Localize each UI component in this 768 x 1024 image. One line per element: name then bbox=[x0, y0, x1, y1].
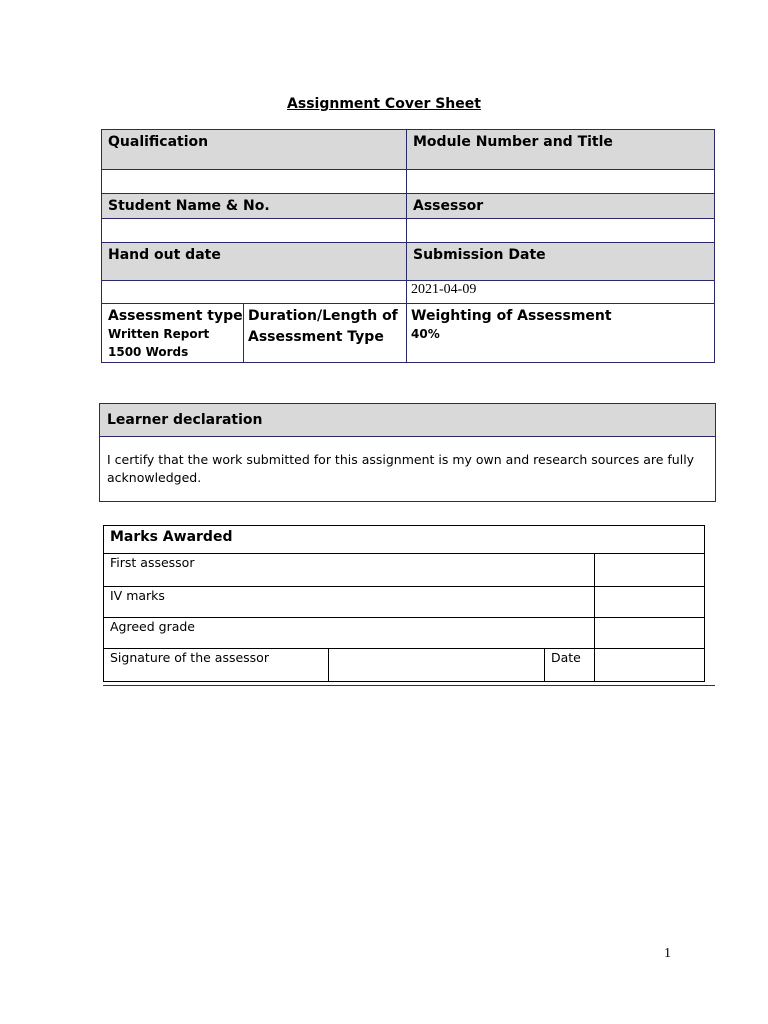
student-header-row bbox=[102, 194, 715, 219]
iv-marks-label-cell bbox=[104, 587, 595, 618]
handout-label: Hand out date bbox=[108, 247, 221, 263]
handout-header-cell bbox=[102, 243, 407, 281]
submission-value-cell[interactable] bbox=[407, 281, 715, 304]
qualification-header-cell bbox=[102, 130, 407, 170]
agreed-grade-value-cell[interactable] bbox=[595, 618, 705, 649]
page-number: 1 bbox=[664, 946, 671, 961]
weighting-value: 40% bbox=[411, 327, 440, 341]
date-label: Date bbox=[551, 650, 581, 665]
declaration-title: Learner declaration bbox=[107, 412, 263, 428]
student-value bbox=[102, 219, 406, 220]
agreed-grade-row bbox=[104, 618, 705, 649]
declaration-header-cell bbox=[100, 404, 716, 437]
qualification-label: Qualification bbox=[108, 134, 209, 150]
module-header-cell bbox=[407, 130, 715, 170]
handout-value bbox=[102, 281, 406, 282]
module-label: Module Number and Title bbox=[413, 134, 613, 150]
signature-label: Signature of the assessor bbox=[110, 650, 269, 665]
duration-label-line2: Assessment Type bbox=[248, 329, 384, 345]
weighting-cell bbox=[407, 304, 715, 363]
submission-header-cell bbox=[407, 243, 715, 281]
signature-row bbox=[104, 649, 705, 682]
assessment-type-line1: Written Report bbox=[108, 327, 210, 341]
declaration-table bbox=[99, 403, 716, 502]
cover-table bbox=[101, 129, 715, 363]
handout-header-row bbox=[102, 243, 715, 281]
module-value-cell[interactable] bbox=[407, 170, 715, 194]
assessment-type-line2: 1500 Words bbox=[108, 345, 189, 359]
iv-marks-row bbox=[104, 587, 705, 618]
first-assessor-label: First assessor bbox=[110, 555, 195, 570]
section-divider bbox=[103, 685, 715, 686]
declaration-header-row bbox=[100, 404, 716, 437]
date-label-cell bbox=[545, 649, 595, 682]
marks-title: Marks Awarded bbox=[110, 529, 233, 545]
iv-marks-value-cell[interactable] bbox=[595, 587, 705, 618]
assessor-value bbox=[407, 219, 714, 220]
duration-cell bbox=[244, 304, 407, 363]
signature-label-cell bbox=[104, 649, 329, 682]
first-assessor-label-cell bbox=[104, 554, 595, 587]
first-assessor-value-cell[interactable] bbox=[595, 554, 705, 587]
module-value bbox=[407, 170, 714, 171]
agreed-grade-label: Agreed grade bbox=[110, 619, 195, 634]
qualification-value bbox=[102, 170, 406, 171]
student-value-row bbox=[102, 219, 715, 243]
student-value-cell[interactable] bbox=[102, 219, 407, 243]
submission-value: 2021-04-09 bbox=[411, 282, 477, 297]
student-header-cell bbox=[102, 194, 407, 219]
qualification-value-row bbox=[102, 170, 715, 194]
agreed-grade-label-cell bbox=[104, 618, 595, 649]
page-title: Assignment Cover Sheet bbox=[287, 96, 481, 112]
qualification-value-cell[interactable] bbox=[102, 170, 407, 194]
marks-title-cell bbox=[104, 526, 705, 554]
assessment-type-cell bbox=[102, 304, 244, 363]
qualification-header-row bbox=[102, 130, 715, 170]
handout-value-cell[interactable] bbox=[102, 281, 407, 304]
declaration-body-cell bbox=[100, 437, 716, 502]
declaration-text: I certify that the work submitted for this assignment is my own and research sources are fully acknowledged. bbox=[107, 452, 695, 485]
assessment-type-label: Assessment type bbox=[108, 308, 243, 324]
marks-title-row bbox=[104, 526, 705, 554]
signature-value-cell[interactable] bbox=[329, 649, 545, 682]
first-assessor-row bbox=[104, 554, 705, 587]
declaration-body-row bbox=[100, 437, 716, 502]
student-label: Student Name & No. bbox=[108, 198, 270, 214]
assessor-value-cell[interactable] bbox=[407, 219, 715, 243]
marks-table bbox=[103, 525, 705, 682]
submission-label: Submission Date bbox=[413, 247, 546, 263]
assessor-header-cell bbox=[407, 194, 715, 219]
assessor-label: Assessor bbox=[413, 198, 484, 214]
iv-marks-label: IV marks bbox=[110, 588, 165, 603]
assessment-row bbox=[102, 304, 715, 363]
handout-value-row bbox=[102, 281, 715, 304]
date-value-cell[interactable] bbox=[595, 649, 705, 682]
duration-label-line1: Duration/Length of bbox=[248, 308, 398, 324]
weighting-label: Weighting of Assessment bbox=[411, 308, 612, 324]
